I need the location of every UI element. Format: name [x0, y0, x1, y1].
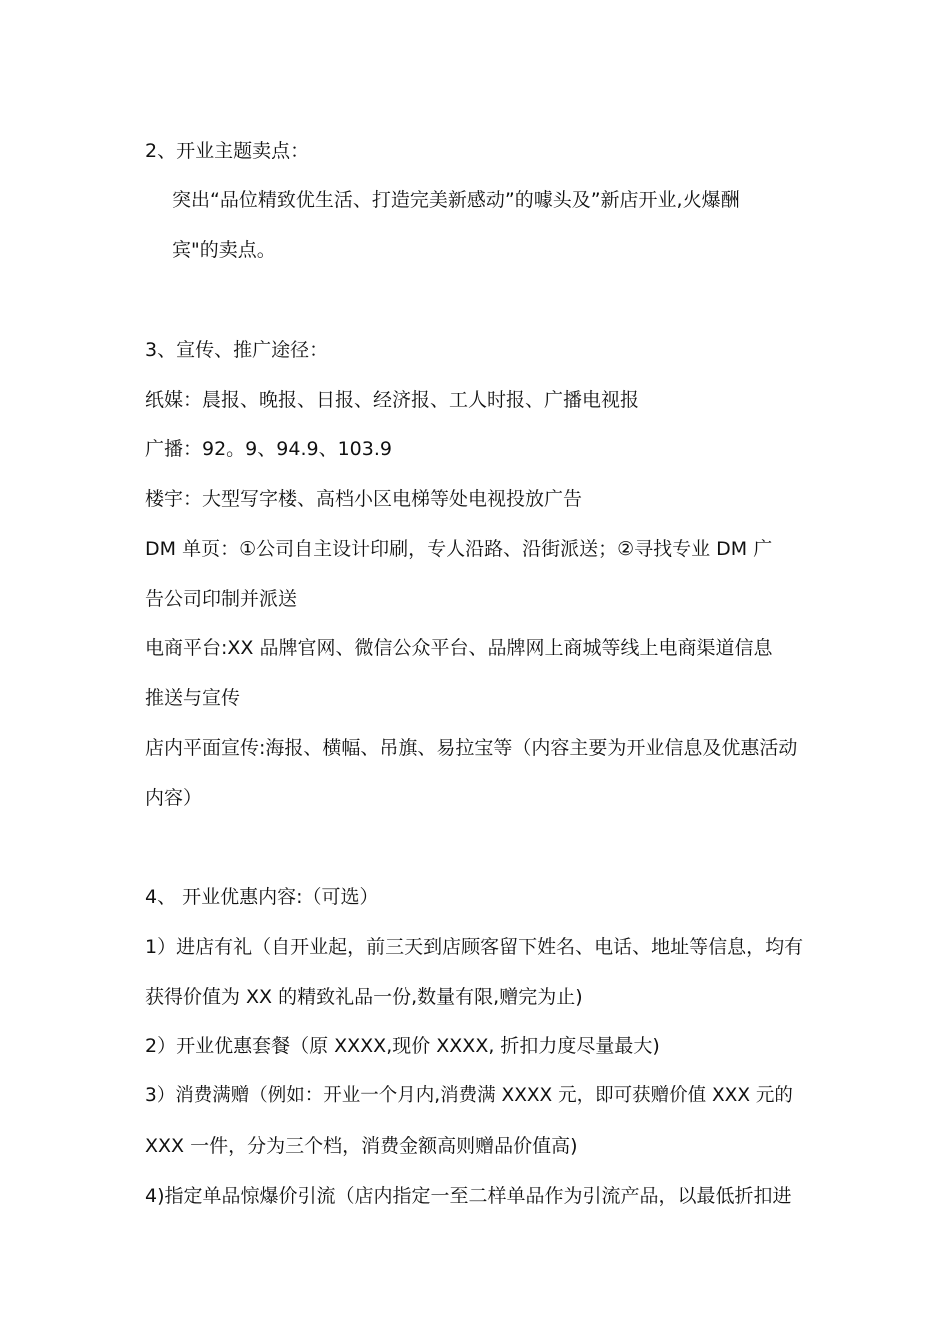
section-2-body-line-2: 宾"的卖点。	[172, 239, 276, 261]
paragraph-line: 店内平面宣传:海报、横幅、吊旗、易拉宝等（内容主要为开业信息及优惠活动	[145, 737, 798, 759]
section-4-heading: 4、 开业优惠内容:（可选）	[145, 886, 379, 908]
section-2-body-line-1: 突出“品位精致优生活、打造完美新感动”的噱头及”新店开业,火爆酬	[172, 189, 740, 211]
paragraph-line: 广播：92。9、94.9、103.9	[145, 438, 392, 460]
paragraph-line: 告公司印制并派送	[145, 588, 298, 610]
paragraph-line: 电商平台:XX 品牌官网、微信公众平台、品牌网上商城等线上电商渠道信息	[145, 637, 773, 659]
paragraph-line: 3）消费满赠（例如：开业一个月内,消费满 XXXX 元，即可获赠价值 XXX 元的	[145, 1085, 793, 1106]
paragraph-line: 推送与宣传	[145, 687, 241, 709]
paragraph-line: 楼宇：大型写字楼、高档小区电梯等处电视投放广告	[145, 488, 583, 510]
paragraph-line: 纸媒：晨报、晚报、日报、经济报、工人时报、广播电视报	[145, 389, 640, 411]
paragraph-line: DM 单页：①公司自主设计印刷，专人沿路、沿街派送；②寻找专业 DM 广	[145, 538, 773, 560]
section-3-heading: 3、宣传、推广途径：	[145, 339, 329, 361]
paragraph-line: 获得价值为 XX 的精致礼品一份,数量有限,赠完为止)	[145, 986, 583, 1008]
paragraph-line: 4)指定单品惊爆价引流（店内指定一至二样单品作为引流产品，以最低折扣进	[145, 1185, 792, 1207]
paragraph-line: 1）进店有礼（自开业起，前三天到店顾客留下姓名、电话、地址等信息，均有	[145, 936, 804, 958]
paragraph-line: 2）开业优惠套餐（原 XXXX,现价 XXXX, 折扣力度尽量最大)	[145, 1035, 660, 1057]
section-2-heading: 2、开业主题卖点：	[145, 140, 310, 162]
paragraph-line: 内容）	[145, 787, 203, 809]
paragraph-line: XXX 一件，分为三个档，消费金额高则赠品价值高)	[145, 1135, 578, 1157]
